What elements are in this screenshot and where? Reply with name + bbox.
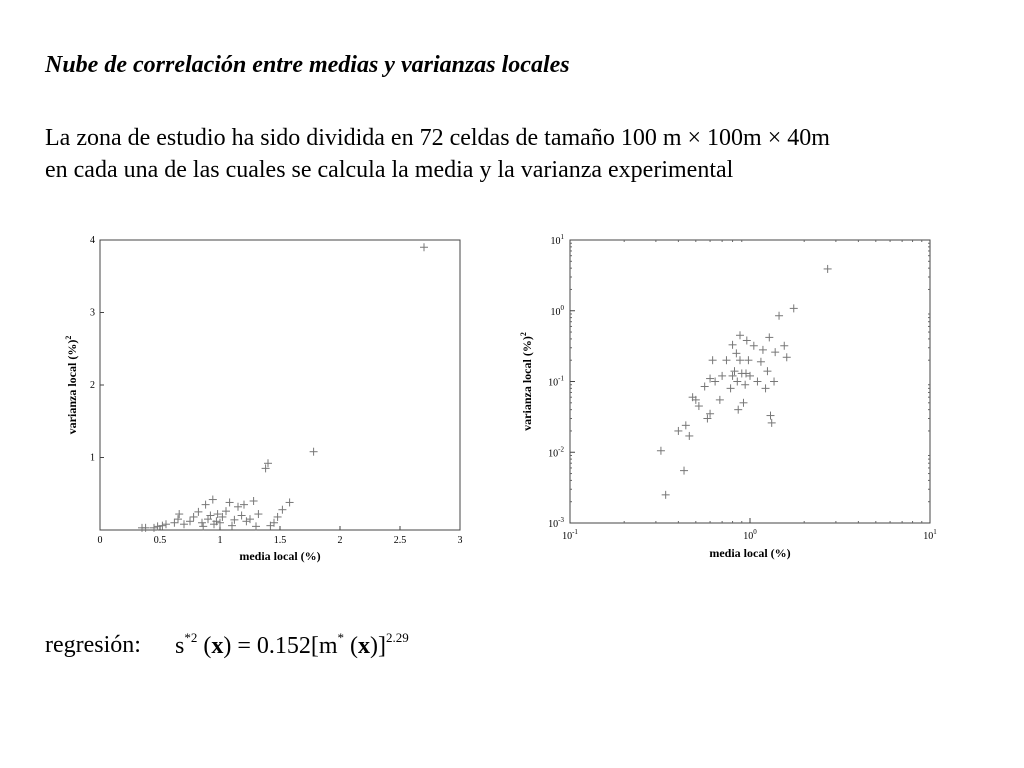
data-point: [175, 510, 183, 518]
data-point: [226, 498, 234, 506]
data-point: [744, 356, 752, 364]
x-axis-label: media local (%): [709, 546, 791, 560]
x-tick-label: $10^1$: [923, 528, 937, 542]
data-point: [234, 503, 242, 511]
data-point: [775, 312, 783, 320]
description-line-2: en cada una de las cuales se calcula la media y la varianza experimental: [45, 157, 734, 183]
regression-formula: $s^{*2}$ (x) = 0.152[m* (x)]$^{2.29}$: [175, 630, 409, 659]
data-point: [733, 378, 741, 386]
data-point: [722, 356, 730, 364]
x-tick-label: 2: [337, 535, 343, 546]
data-point: [278, 506, 286, 514]
data-point: [202, 501, 210, 509]
x-tick-label: $10^0$: [743, 528, 757, 542]
data-point: [757, 358, 765, 366]
data-point: [162, 520, 170, 528]
data-point: [242, 517, 250, 525]
y-tick-label: $10^{-1}$: [548, 374, 564, 389]
data-point: [657, 447, 665, 455]
regression-equation: [45, 630, 409, 659]
data-point: [674, 427, 682, 435]
x-tick-label: 0: [97, 535, 103, 546]
data-point: [765, 333, 773, 341]
data-point: [759, 346, 767, 354]
data-point: [150, 524, 158, 532]
x-axis-label: media local (%): [239, 549, 321, 563]
data-point: [252, 522, 260, 530]
data-point: [736, 356, 744, 364]
data-point: [701, 382, 709, 390]
data-point: [730, 367, 738, 375]
data-point: [771, 348, 779, 356]
y-tick-label: 4: [90, 235, 95, 246]
data-point: [741, 381, 749, 389]
data-point: [750, 342, 758, 350]
loglog-scatter-chart: [515, 225, 945, 570]
data-point: [274, 513, 282, 521]
data-point: [736, 331, 744, 339]
y-tick-label: $10^0$: [550, 303, 564, 318]
y-tick-label: $10^{-3}$: [548, 516, 564, 530]
data-point: [739, 399, 747, 407]
data-point: [718, 372, 726, 380]
x-tick-label: $10^{-1}$: [562, 528, 578, 542]
data-point: [709, 356, 717, 364]
data-point: [743, 336, 751, 344]
plot-frame: [570, 240, 930, 523]
data-point: [780, 342, 788, 350]
data-point: [763, 367, 771, 375]
data-point: [420, 243, 428, 251]
data-point: [662, 491, 670, 499]
y-tick-label: $10^1$: [550, 233, 564, 247]
data-point: [753, 378, 761, 386]
data-point: [729, 341, 737, 349]
data-point: [190, 513, 198, 521]
data-point: [767, 412, 775, 420]
data-point: [762, 384, 770, 392]
data-point: [783, 353, 791, 361]
data-point: [768, 419, 776, 427]
data-point: [222, 507, 230, 515]
description-line-1: La zona de estudio ha sido dividida en 72 celdas de tamaño 100 m × 100m × 40m: [45, 125, 830, 151]
data-point: [250, 497, 258, 505]
page-title: Nube de correlación entre medias y varianzas locales: [45, 52, 570, 78]
linear-scatter-chart: [60, 225, 480, 570]
data-point: [209, 496, 217, 504]
data-point: [254, 510, 262, 518]
data-point: [770, 378, 778, 386]
x-tick-label: 1: [217, 535, 223, 546]
regression-label: regresión:: [45, 632, 141, 658]
x-tick-label: 0.5: [153, 535, 167, 546]
y-axis-label: varianza local (%)$^2$: [519, 332, 534, 431]
data-point: [729, 372, 737, 380]
data-point: [199, 522, 207, 530]
plot-frame: [100, 240, 460, 530]
data-point: [198, 519, 206, 527]
data-point: [685, 432, 693, 440]
data-point: [824, 265, 832, 273]
data-point: [732, 349, 740, 357]
data-point: [240, 501, 248, 509]
y-tick-label: 2: [90, 380, 95, 391]
data-point: [790, 304, 798, 312]
x-tick-label: 2.5: [393, 535, 407, 546]
data-point: [682, 421, 690, 429]
data-point: [194, 508, 202, 516]
x-tick-label: 3: [457, 535, 463, 546]
data-point: [238, 512, 246, 520]
y-axis-label: varianza local (%)$^2$: [64, 335, 79, 435]
y-tick-label: 3: [90, 307, 95, 319]
data-point: [286, 498, 294, 506]
data-point: [246, 515, 254, 523]
data-point: [734, 406, 742, 414]
data-point: [727, 384, 735, 392]
description-paragraph: [45, 122, 1005, 186]
data-point: [310, 448, 318, 456]
x-tick-label: 1.5: [273, 535, 287, 546]
data-point: [170, 519, 178, 527]
data-point: [174, 515, 182, 523]
data-point: [680, 467, 688, 475]
y-tick-label: 1: [90, 452, 95, 464]
data-point: [142, 524, 150, 532]
y-tick-label: $10^{-2}$: [548, 445, 564, 460]
data-point: [716, 396, 724, 404]
